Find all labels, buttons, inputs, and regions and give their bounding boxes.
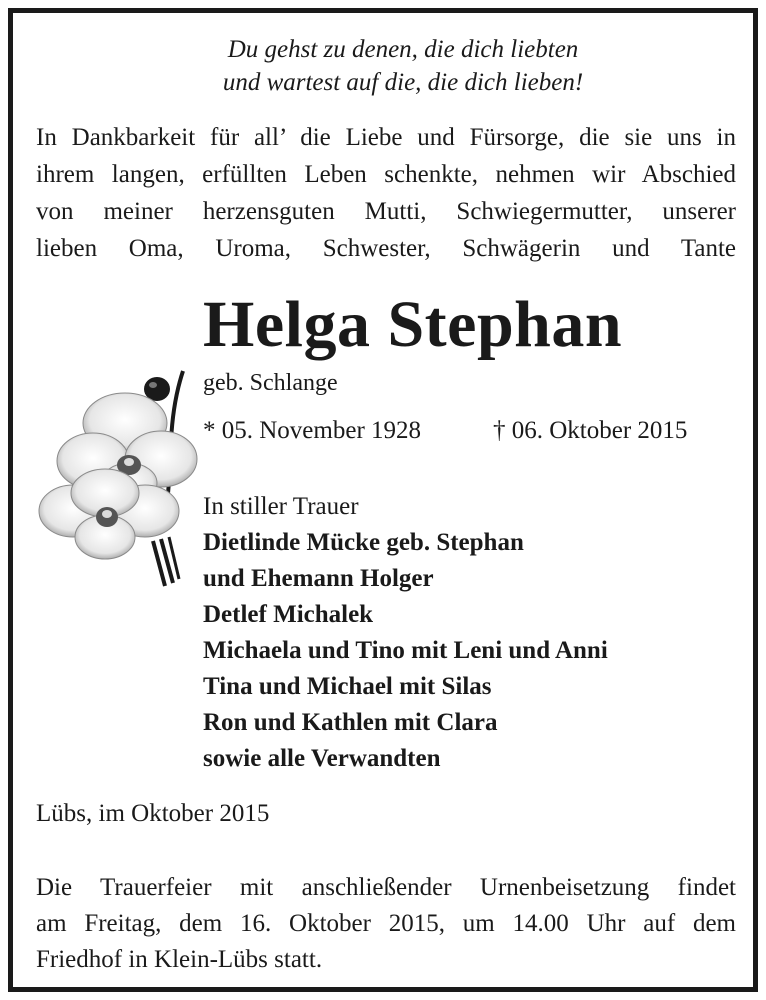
- intro-line: ihrem langen, erfüllten Leben schenkte, nehmen wir Abschied: [36, 161, 736, 188]
- motto-line: und wartest auf die, die dich lieben!: [222, 69, 584, 96]
- mourner-name: Detlef Michalek: [203, 601, 374, 628]
- obituary-notice: [8, 8, 758, 992]
- deceased-name: Helga Stephan: [203, 288, 623, 361]
- birth-date: * 05. November 1928: [203, 417, 422, 444]
- motto: [13, 33, 753, 99]
- mourning-intro: In stiller Trauer: [203, 493, 359, 520]
- intro-line: lieben Oma, Uroma, Schwester, Schwägerin und Tante: [36, 235, 736, 262]
- motto-line: Du gehst zu denen, die dich liebten: [227, 36, 579, 63]
- mourner-name: Michaela und Tino mit Leni und Anni: [203, 637, 608, 664]
- ceremony-line: Die Trauerfeier mit anschließender Urnenbeisetzung findet: [36, 874, 736, 901]
- intro-line: von meiner herzensguten Mutti, Schwiegermutter, unserer: [36, 198, 736, 225]
- orchid-flower-icon: [33, 361, 203, 591]
- intro-line: In Dankbarkeit für all’ die Liebe und Fürsorge, die sie uns in: [36, 124, 736, 151]
- mourner-name: Tina und Michael mit Silas: [203, 673, 492, 700]
- ceremony-line: am Freitag, dem 16. Oktober 2015, um 14.00 Uhr auf dem: [36, 910, 736, 937]
- mourner-name: sowie alle Verwandten: [203, 745, 441, 772]
- mourner-name: Dietlinde Mücke geb. Stephan: [203, 529, 524, 556]
- mourners-block: [203, 489, 608, 777]
- place-date: Lübs, im Oktober 2015: [36, 800, 270, 827]
- ceremony-text: [36, 870, 736, 978]
- life-dates: [203, 417, 688, 445]
- death-date: † 06. Oktober 2015: [493, 417, 688, 444]
- mourner-name: Ron und Kathlen mit Clara: [203, 709, 498, 736]
- mourner-name: und Ehemann Holger: [203, 565, 434, 592]
- maiden-name: geb. Schlange: [203, 370, 338, 396]
- ceremony-line: Friedhof in Klein-Lübs statt.: [36, 946, 323, 973]
- intro-text: [36, 119, 736, 267]
